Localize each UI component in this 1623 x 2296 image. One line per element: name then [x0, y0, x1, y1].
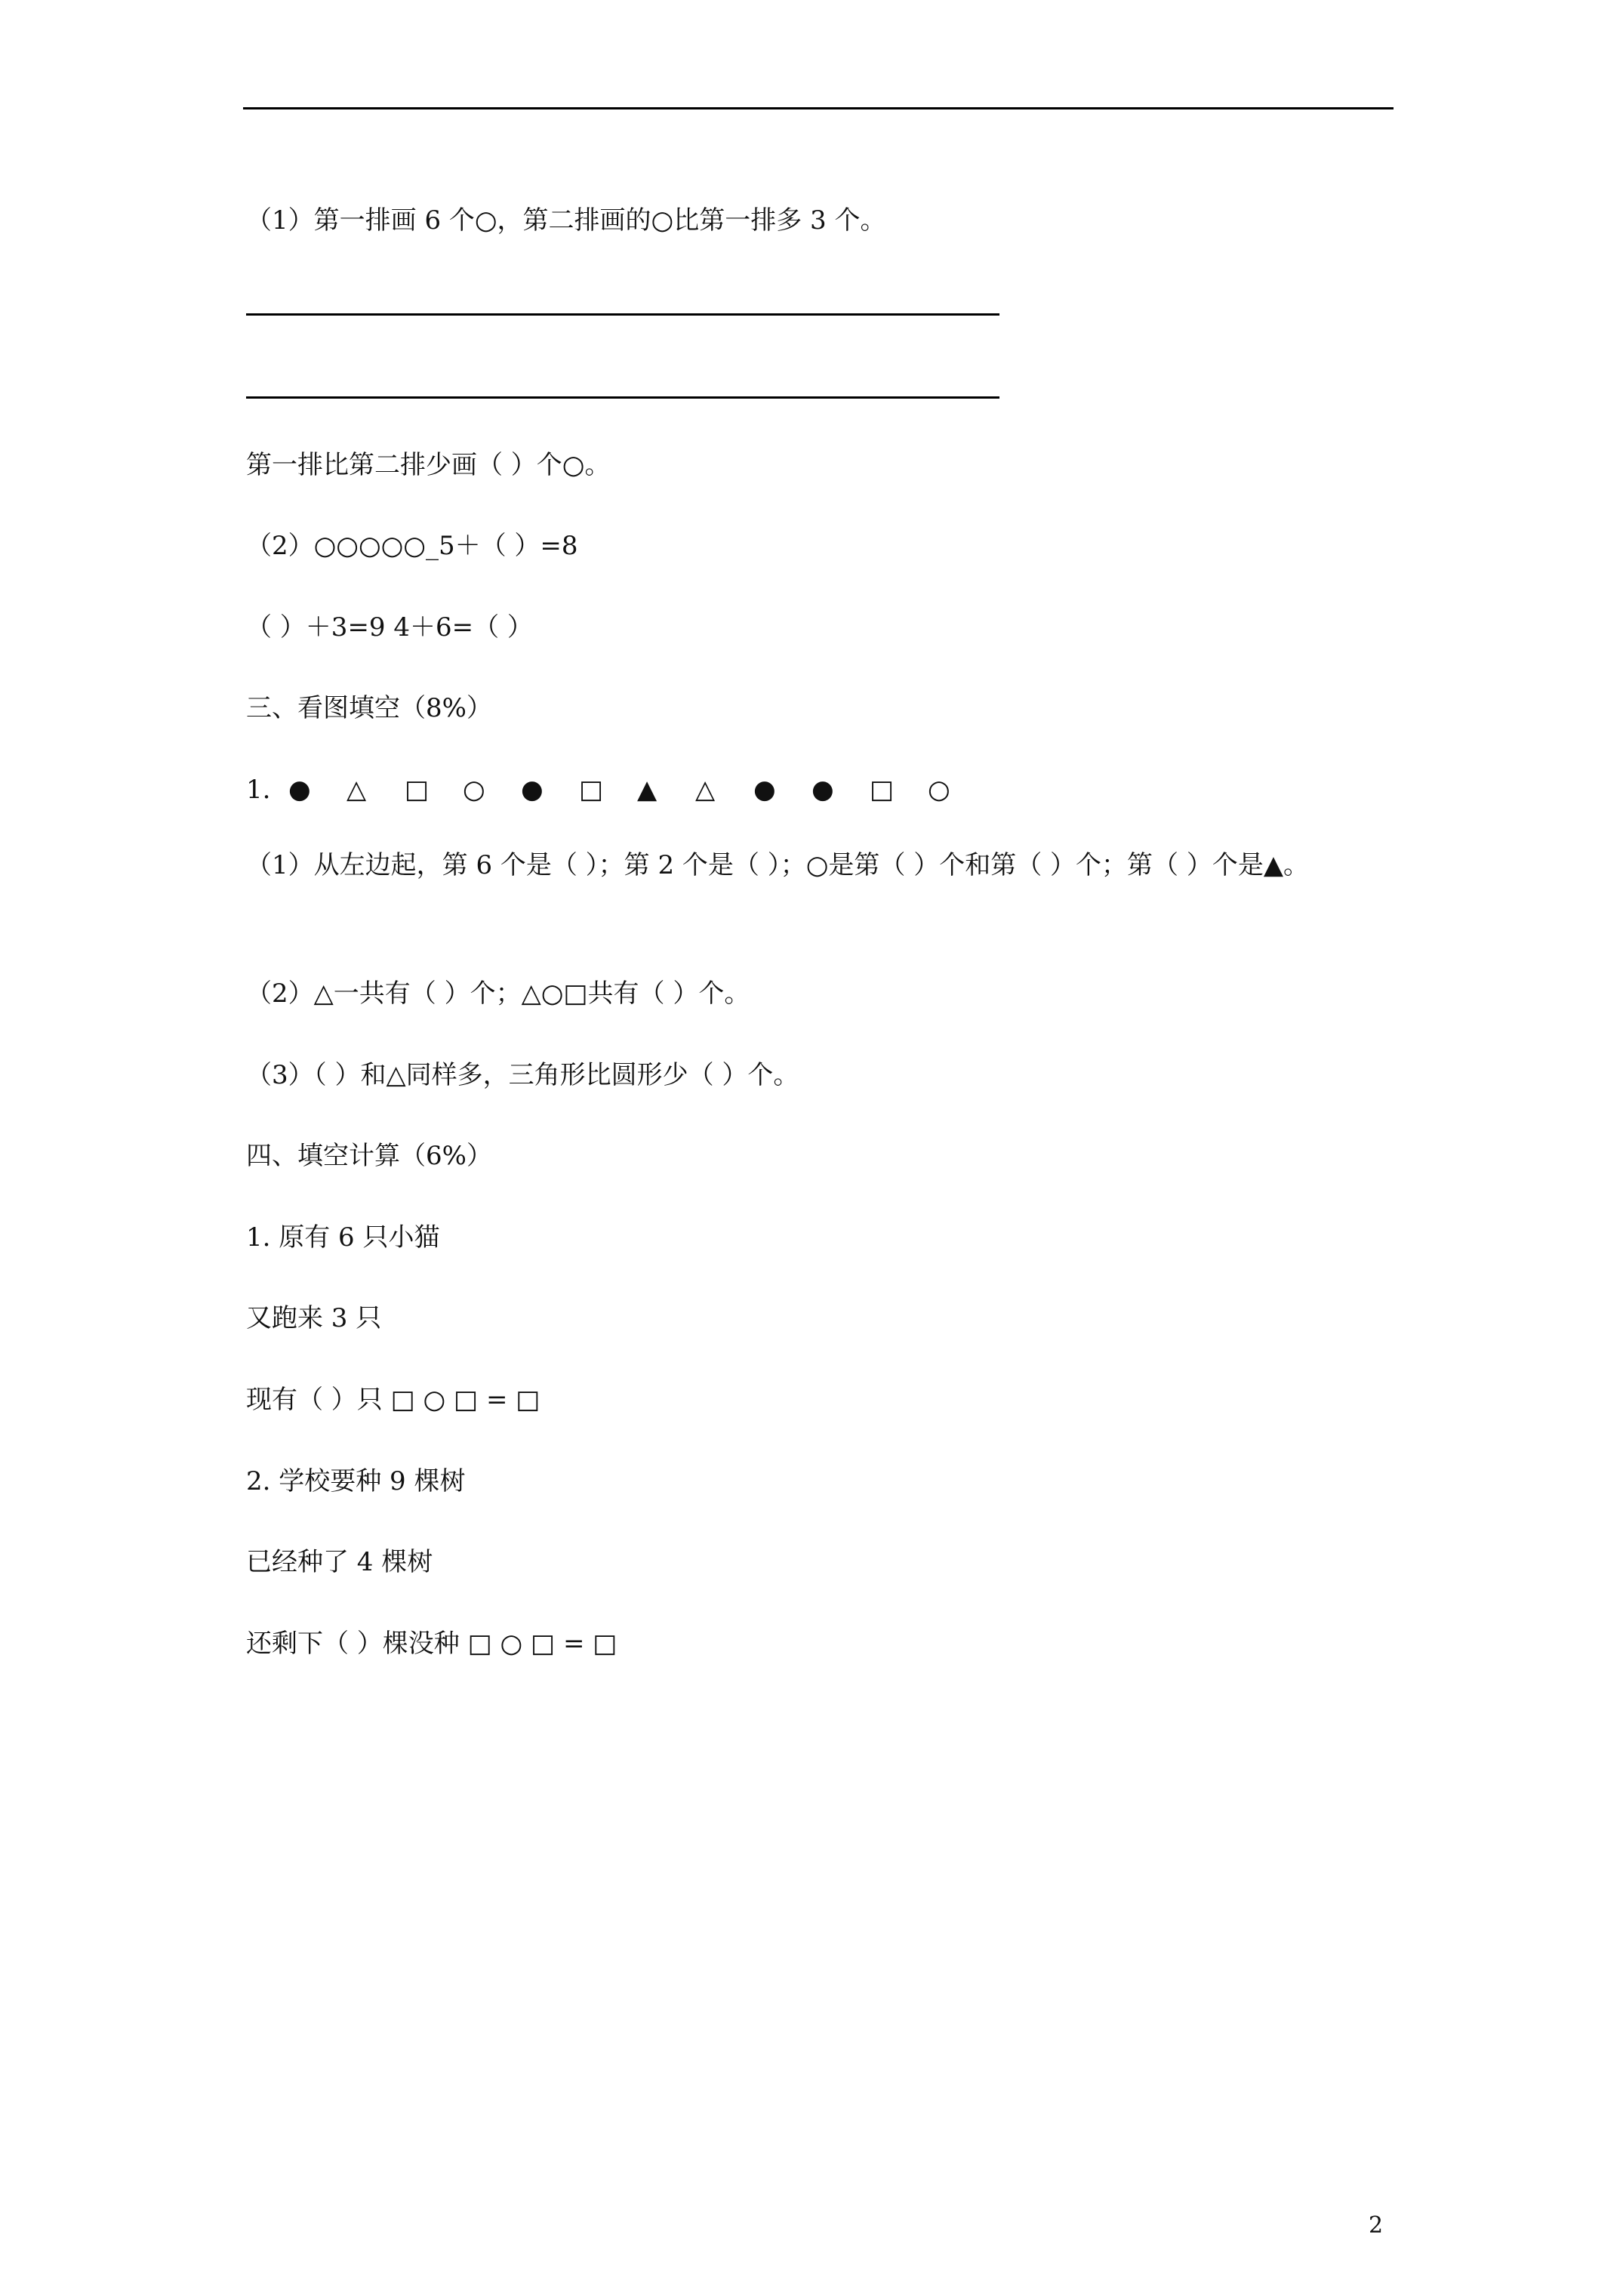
question-2-2-text: （2）○○○○○_5＋（ ）=8: [246, 531, 578, 561]
section-3-heading: 三、看图填空（8%）: [246, 693, 492, 723]
answer-line-second-row[interactable]: [246, 396, 999, 399]
question-3-3: （3）（ ）和△同样多，三角形比圆形少（ ）个。: [246, 1060, 799, 1090]
shape-2-triangle: △: [346, 775, 367, 805]
problem-4-2-line-3: 还剩下（ ）棵没种 □ ○ □ = □: [246, 1629, 617, 1659]
shape-12-circle: ○: [928, 775, 950, 805]
question-2-1-text: （1）第一排画 6 个○，第二排画的○比第一排多 3 个。: [246, 205, 886, 236]
shape-8-triangle: △: [695, 775, 716, 805]
shape-sequence: [246, 773, 986, 806]
question-2-1-answer: 第一排比第二排少画（ ）个○。: [246, 450, 611, 480]
shape-11-square: □: [870, 775, 895, 805]
shape-3-square: □: [405, 775, 430, 805]
shape-10-filled-circle: ●: [812, 775, 834, 805]
section-4-heading: 四、填空计算（6%）: [246, 1141, 492, 1171]
answer-line-first-row[interactable]: [246, 313, 999, 316]
question-3-1: （1）从左边起，第 6 个是（ ）；第 2 个是（ ）；○是第（ ）个和第（ ）个；第（ ）个是▲。: [246, 850, 1309, 880]
problem-4-1-line-1: 1. 原有 6 只小猫: [246, 1222, 440, 1253]
shape-6-square: □: [579, 775, 604, 805]
shape-sequence-number: 1.: [246, 775, 271, 805]
page-number: 2: [1369, 2212, 1384, 2239]
problem-4-2-line-1: 2. 学校要种 9 棵树: [246, 1466, 466, 1496]
question-2-2-equations: （ ）＋3=9 4＋6=（ ）: [246, 612, 533, 643]
shape-4-circle: ○: [463, 775, 485, 805]
problem-4-1-line-3: 现有（ ）只 □ ○ □ = □: [246, 1385, 540, 1415]
header-rule: [243, 107, 1394, 109]
shape-1-filled-circle: ●: [288, 775, 311, 805]
problem-4-2-line-2: 已经种了 4 棵树: [246, 1547, 433, 1577]
shape-9-filled-circle: ●: [753, 775, 776, 805]
question-3-2: （2）△一共有（ ）个；△○□共有（ ）个。: [246, 978, 750, 1009]
shape-5-filled-circle: ●: [521, 775, 544, 805]
shape-7-filled-triangle: ▲: [637, 775, 658, 805]
problem-4-1-line-2: 又跑来 3 只: [246, 1303, 382, 1333]
